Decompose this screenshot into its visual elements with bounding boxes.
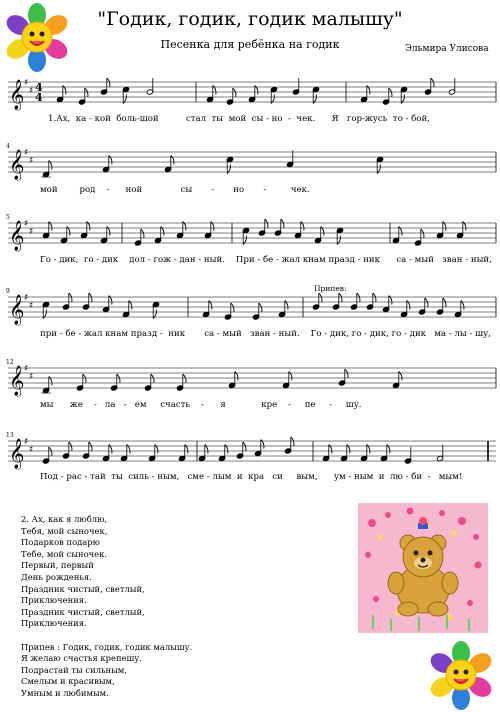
music-note	[454, 301, 464, 318]
music-note	[62, 293, 72, 310]
music-note	[332, 293, 342, 310]
music-note	[148, 445, 158, 462]
music-note	[350, 293, 360, 310]
music-note	[102, 445, 112, 462]
treble-clef-icon: 𝄞	[9, 150, 25, 180]
time-signature: 4	[35, 81, 43, 94]
music-note	[436, 298, 446, 315]
music-note	[100, 78, 110, 95]
teddy-bear-picture	[358, 503, 488, 633]
music-note	[338, 369, 348, 386]
lyrics-line: мой род - ной сы - но - чек.	[40, 185, 310, 195]
music-note	[76, 374, 86, 391]
song-title: "Годик, годик, годик малышу"	[97, 8, 403, 30]
music-note	[380, 445, 390, 462]
music-staff	[0, 358, 500, 398]
music-note	[204, 222, 214, 239]
music-note	[258, 219, 268, 236]
music-staff	[0, 142, 500, 182]
music-note	[120, 445, 130, 462]
sharp-icon: ♯	[29, 156, 34, 166]
music-note	[42, 447, 52, 464]
music-note	[42, 301, 49, 318]
music-note	[41, 161, 52, 178]
music-note	[278, 301, 288, 318]
flower-face-icon	[428, 640, 494, 710]
music-staff	[0, 213, 500, 253]
music-note	[286, 151, 293, 168]
music-note	[164, 156, 174, 173]
music-note	[376, 156, 383, 173]
music-note	[312, 293, 322, 310]
music-note	[274, 219, 284, 236]
time-signature: 4	[35, 91, 43, 104]
music-note	[134, 229, 144, 246]
sharp-icon: ♯	[29, 372, 34, 382]
music-note	[122, 86, 129, 103]
music-note	[292, 78, 299, 95]
music-note	[176, 222, 186, 239]
sharp-icon: ♯	[24, 293, 29, 303]
music-note	[202, 301, 212, 318]
chorus-label: Припев:	[314, 284, 347, 293]
music-note	[284, 437, 294, 454]
sharp-icon: ♯	[24, 219, 29, 229]
music-staff	[0, 431, 500, 471]
music-note	[400, 301, 410, 318]
music-note	[336, 227, 343, 244]
music-note	[42, 222, 52, 239]
music-note	[224, 303, 234, 320]
music-note	[448, 78, 455, 95]
music-note	[226, 88, 236, 105]
music-note	[80, 222, 90, 239]
music-note	[62, 442, 72, 459]
music-note	[392, 372, 402, 389]
music-note	[226, 156, 233, 173]
composer-name: Эльмира Улисова	[405, 44, 489, 54]
music-note	[144, 374, 154, 391]
music-note	[248, 86, 258, 103]
sharp-icon: ♯	[24, 364, 29, 374]
sharp-icon: ♯	[24, 78, 29, 88]
music-note	[322, 445, 332, 462]
music-note	[242, 227, 249, 244]
treble-clef-icon: 𝄞	[9, 439, 25, 469]
music-note	[424, 78, 434, 95]
lyrics-line: 1.Ах, ка - кой боль-шой стал ты мой сы - но - чек. Я гор-жусь то - бой,	[48, 114, 430, 124]
music-note	[418, 298, 428, 315]
music-note	[228, 372, 238, 389]
music-note	[436, 445, 443, 462]
music-staff	[0, 287, 500, 327]
music-note	[382, 88, 392, 105]
music-note	[82, 293, 92, 310]
lyrics-line: Под - рас - тай ты силь - ным, сме - лым и кра си вым, ум - ным и лю - би - мым!	[40, 472, 463, 482]
music-note	[78, 88, 88, 105]
music-note	[110, 374, 120, 391]
treble-clef-icon: 𝄞	[9, 221, 25, 251]
song-subtitle: Песенка для ребёнка на годик	[160, 38, 340, 51]
music-note	[252, 303, 262, 320]
music-note	[41, 377, 52, 394]
music-note	[282, 372, 292, 389]
music-note	[270, 86, 277, 103]
music-note	[312, 86, 319, 103]
lyrics-line: при - бе - жал кнам празд - ник са - мый зван - ный. Го - дик, го - дик, го - дик ма - лы - шу,	[40, 329, 491, 339]
flower-face-icon	[4, 2, 70, 72]
music-note	[360, 445, 370, 462]
measure-number: 13	[6, 432, 14, 439]
music-note	[382, 296, 392, 313]
music-note	[392, 227, 402, 244]
music-note	[360, 86, 370, 103]
music-note	[146, 78, 153, 95]
music-note	[206, 86, 216, 103]
sharp-icon: ♯	[29, 445, 34, 455]
sharp-icon: ♯	[29, 86, 34, 96]
music-note	[436, 222, 446, 239]
measure-number: 5	[6, 214, 10, 221]
sharp-icon: ♯	[24, 148, 29, 158]
music-note	[236, 442, 246, 459]
sharp-icon: ♯	[29, 227, 34, 237]
music-note	[366, 293, 376, 310]
music-note	[198, 445, 208, 462]
treble-clef-icon: 𝄞	[9, 295, 25, 325]
music-note	[218, 445, 228, 462]
music-note	[102, 296, 112, 313]
sharp-icon: ♯	[24, 437, 29, 447]
music-note	[254, 440, 264, 457]
music-note	[340, 445, 350, 462]
music-note	[102, 156, 112, 173]
lyrics-line: Го - дик, го - дик дол - гож - дан - ный. При - бе - жал кнам празд - ник са - мый зван - ный,	[40, 255, 492, 265]
music-note	[154, 227, 164, 244]
treble-clef-icon: 𝄞	[9, 366, 25, 396]
music-note	[400, 86, 407, 103]
music-note	[294, 222, 304, 239]
sharp-icon: ♯	[29, 301, 34, 311]
music-note	[122, 301, 132, 318]
music-note	[404, 447, 411, 464]
treble-clef-icon: 𝄞	[9, 80, 25, 110]
music-note	[178, 445, 188, 462]
measure-number: 9	[6, 288, 10, 295]
verse-two-text: 2. Ах, как я люблю, Тебя, мой сыночек, Подарков подарю Тебе, мой сыночек. Первый, первый День рожденья. Праздник чистый, светлый, Приключения. Праздник чистый, светлый, Приключения. Припев : Годик, годик, годик малышу. Я желаю счастья крепешу. Подрастай ты сильным, Смелым и красивым, Умным и любимым.	[21, 514, 193, 698]
music-note	[60, 227, 70, 244]
music-note	[100, 227, 110, 244]
measure-number: 12	[6, 359, 14, 366]
music-note	[314, 227, 324, 244]
music-note	[82, 442, 92, 459]
measure-number: 4	[6, 143, 10, 150]
music-note	[56, 86, 66, 103]
lyrics-line: мы же - ла - ем счасть - я кре - пе - шу.	[40, 400, 362, 410]
music-note	[414, 229, 424, 246]
music-staff	[0, 72, 500, 112]
music-note	[456, 222, 466, 239]
music-note	[152, 301, 159, 318]
music-note	[176, 374, 186, 391]
